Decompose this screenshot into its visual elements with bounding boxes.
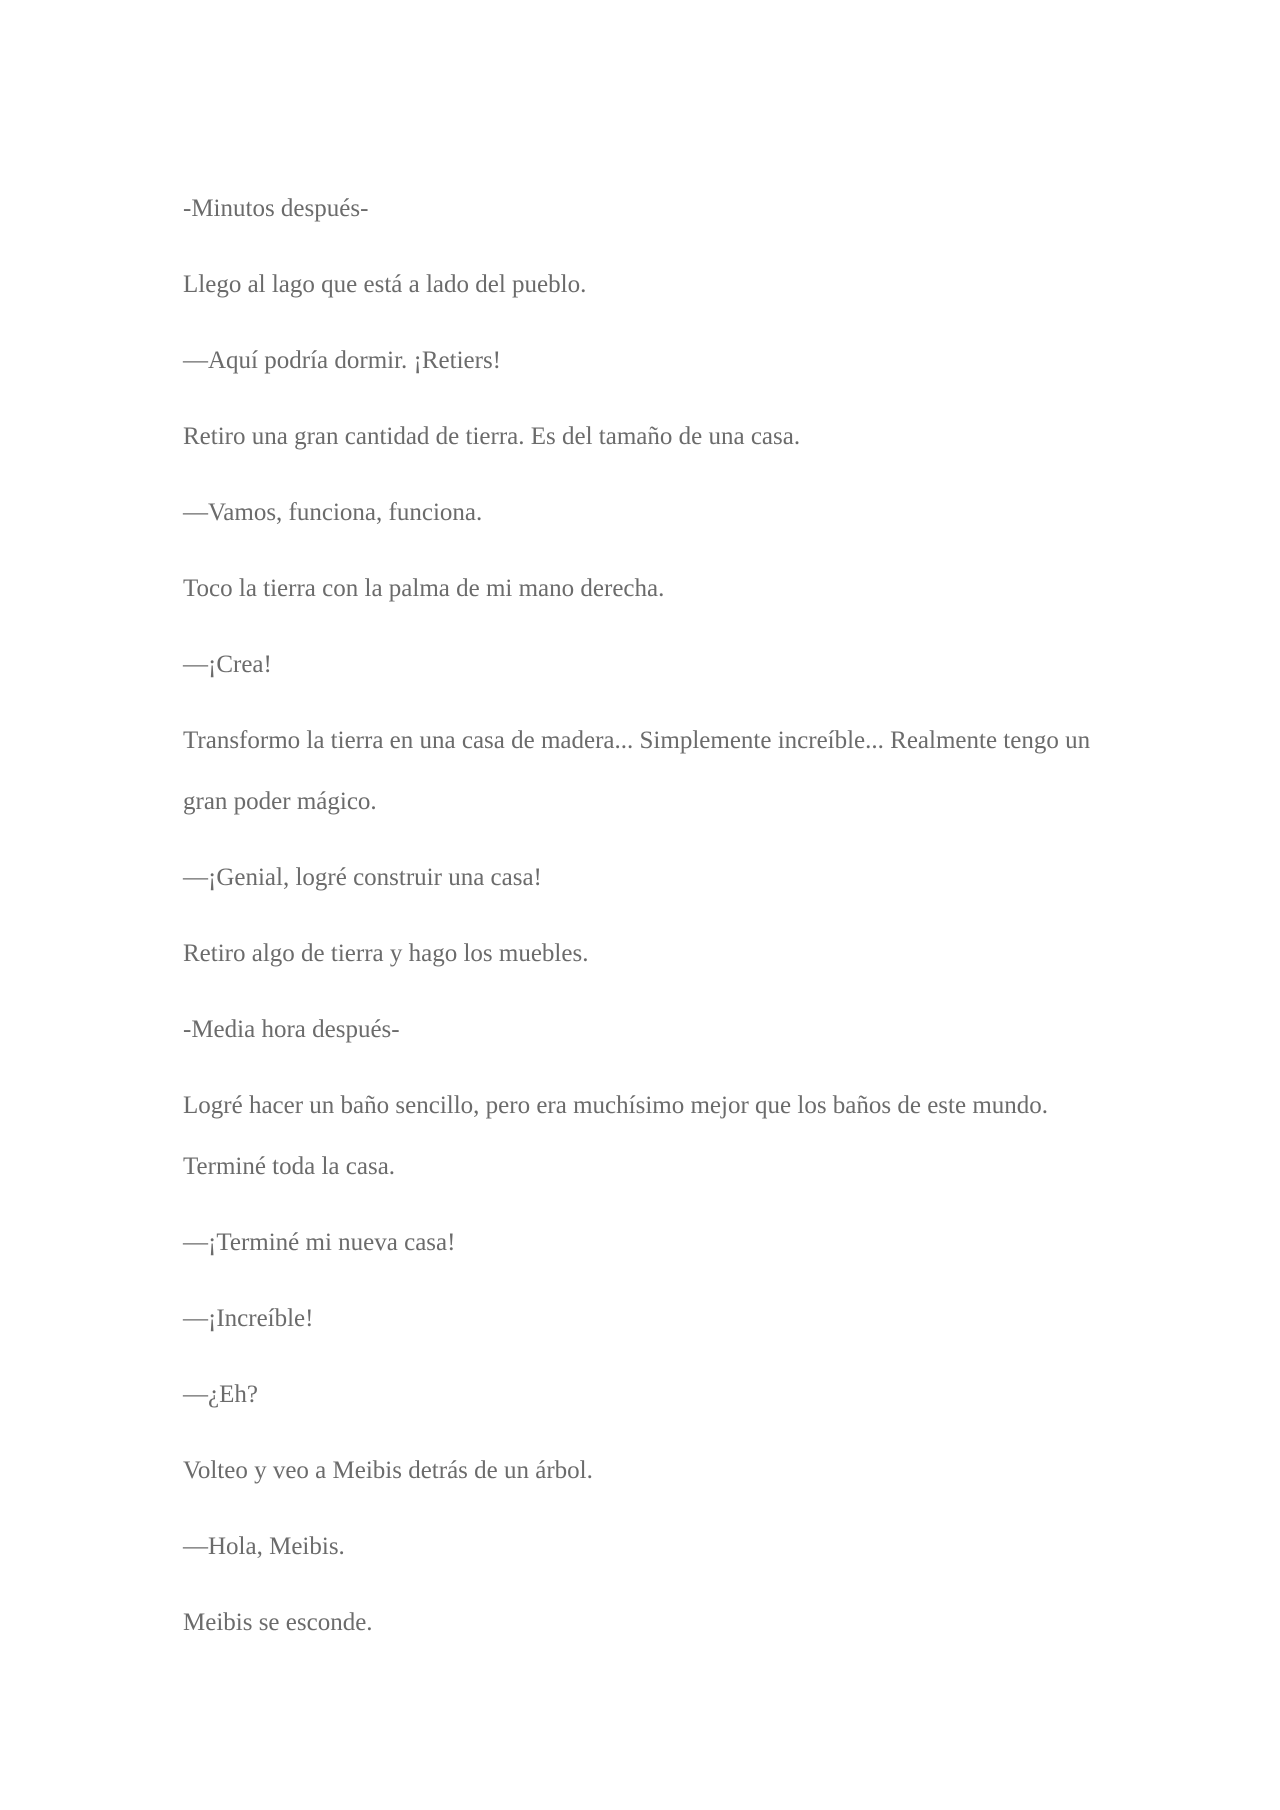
paragraph-scene-break: -Minutos después- [183, 195, 369, 222]
paragraph-dialogue: —¡Terminé mi nueva casa! [183, 1229, 456, 1256]
paragraph: Llego al lago que está a lado del pueblo. [183, 271, 587, 298]
paragraph: Toco la tierra con la palma de mi mano derecha. [183, 575, 665, 602]
paragraph-dialogue: —¿Eh? [183, 1381, 258, 1408]
paragraph-dialogue: —Vamos, funciona, funciona. [183, 499, 483, 526]
text-body [183, 178, 1103, 1668]
paragraph: Transformo la tierra en una casa de madera... Simplemente increíble... Realmente tengo un gran poder mágico. [183, 727, 1091, 815]
paragraph: Retiro una gran cantidad de tierra. Es del tamaño de una casa. [183, 423, 801, 450]
paragraph-dialogue: —Hola, Meibis. [183, 1533, 345, 1560]
paragraph: Retiro algo de tierra y hago los muebles. [183, 940, 589, 967]
paragraph-dialogue: —¡Crea! [183, 651, 272, 678]
paragraph: Logré hacer un baño sencillo, pero era muchísimo mejor que los baños de este mundo. Terminé toda la casa. [183, 1092, 1049, 1180]
paragraph-dialogue: —¡Increíble! [183, 1305, 314, 1332]
paragraph: Volteo y veo a Meibis detrás de un árbol. [183, 1457, 593, 1484]
paragraph-dialogue: —Aquí podría dormir. ¡Retiers! [183, 347, 501, 374]
paragraph: Meibis se esconde. [183, 1609, 373, 1636]
paragraph-scene-break: -Media hora después- [183, 1016, 400, 1043]
paragraph-dialogue: —¡Genial, logré construir una casa! [183, 864, 542, 891]
